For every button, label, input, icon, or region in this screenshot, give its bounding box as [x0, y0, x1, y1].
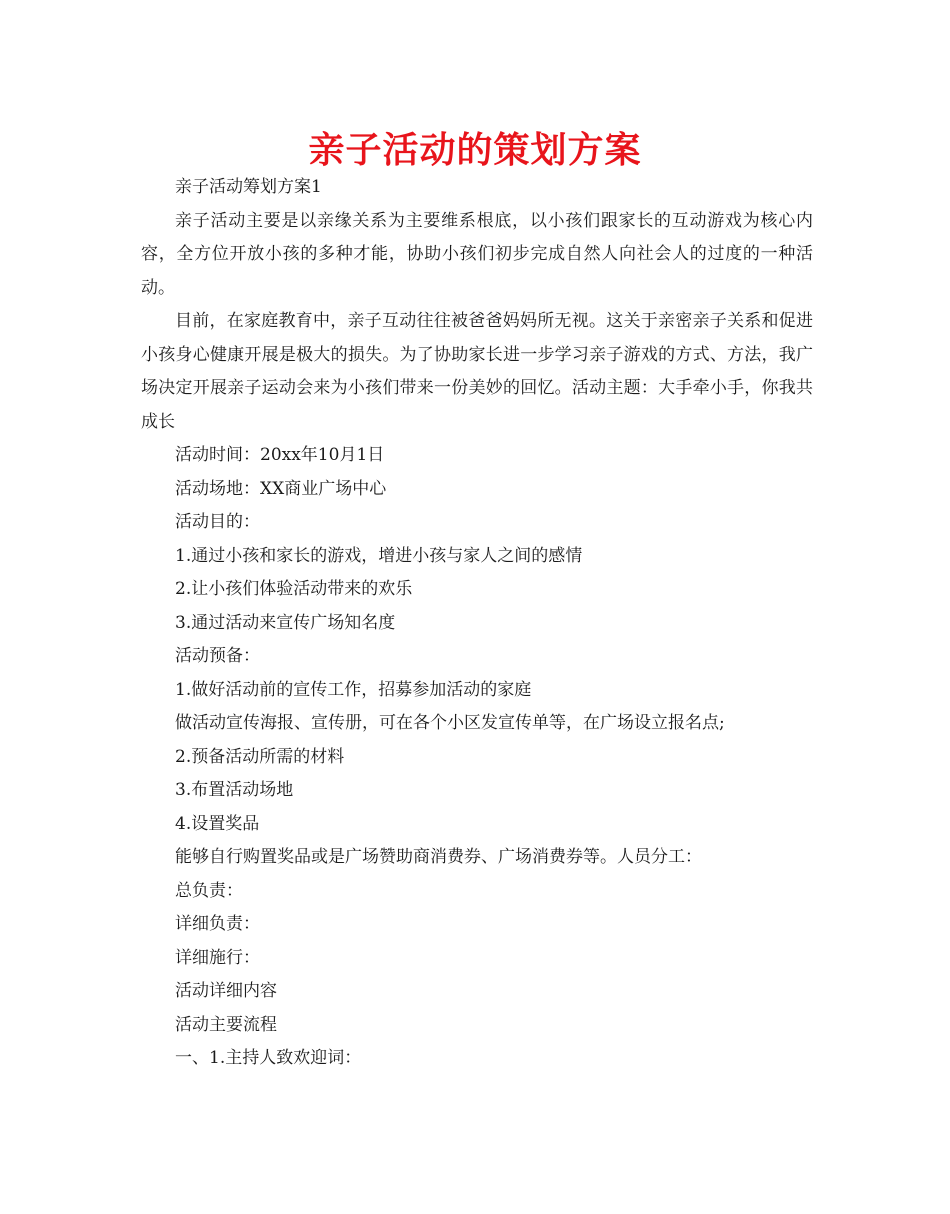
purpose-item: 2.让小孩们体验活动带来的欢乐 — [175, 579, 413, 599]
preparation-item: 2.预备活动所需的材料 — [175, 746, 345, 767]
content-heading: 活动详细内容 — [175, 981, 277, 1001]
intro-paragraph: 亲子活动主要是以亲缘关系为主要维系根底，以小孩们跟家长的互动游戏为核心内容，全方位开放小孩的多种才能，协助小孩们初步完成自然人向社会人的过度的一种活动。 — [141, 210, 813, 298]
activity-venue: 活动场地：XX商业广场中心 — [175, 478, 387, 499]
staff-execution: 详细施行： — [175, 947, 260, 968]
preparation-item: 4.设置奖品 — [175, 813, 260, 834]
document-title: 亲子活动的策划方案 — [308, 130, 642, 171]
purpose-item: 3.通过活动来宣传广场知名度 — [175, 612, 396, 633]
activity-time: 活动时间：20xx年10月1日 — [175, 445, 385, 465]
subtitle-paragraph: 亲子活动筹划方案1 — [175, 177, 322, 197]
preparation-item: 1.做好活动前的宣传工作，招募参加活动的家庭 — [175, 679, 532, 700]
prize-detail: 能够自行购置奖品或是广场赞助商消费券、广场消费券等。人员分工： — [175, 847, 702, 867]
staff-detail: 详细负责： — [175, 914, 260, 934]
background-paragraph: 目前，在家庭教育中，亲子互动往往被爸爸妈妈所无视。这关于亲密亲子关系和促进小孩身心健康开展是极大的损失。为了协助家长进一步学习亲子游戏的方式、方法，我广场决定开展亲子运动会来为小孩们带来一份美妙的回忆。活动主题：大手牵小手，你我共成长 — [141, 311, 813, 432]
purpose-item: 1.通过小孩和家长的游戏，增进小孩与家人之间的感情 — [175, 545, 583, 566]
flow-item: 一、1.主持人致欢迎词： — [175, 1048, 362, 1068]
flow-heading: 活动主要流程 — [175, 1014, 277, 1035]
preparation-detail: 做活动宣传海报、宣传册，可在各个小区发宣传单等，在广场设立报名点; — [175, 713, 725, 733]
preparation-item: 3.布置活动场地 — [175, 780, 294, 800]
purpose-heading: 活动目的： — [175, 512, 260, 532]
staff-general: 总负责： — [175, 880, 243, 901]
preparation-heading: 活动预备： — [175, 646, 260, 666]
document-body — [141, 171, 813, 1076]
